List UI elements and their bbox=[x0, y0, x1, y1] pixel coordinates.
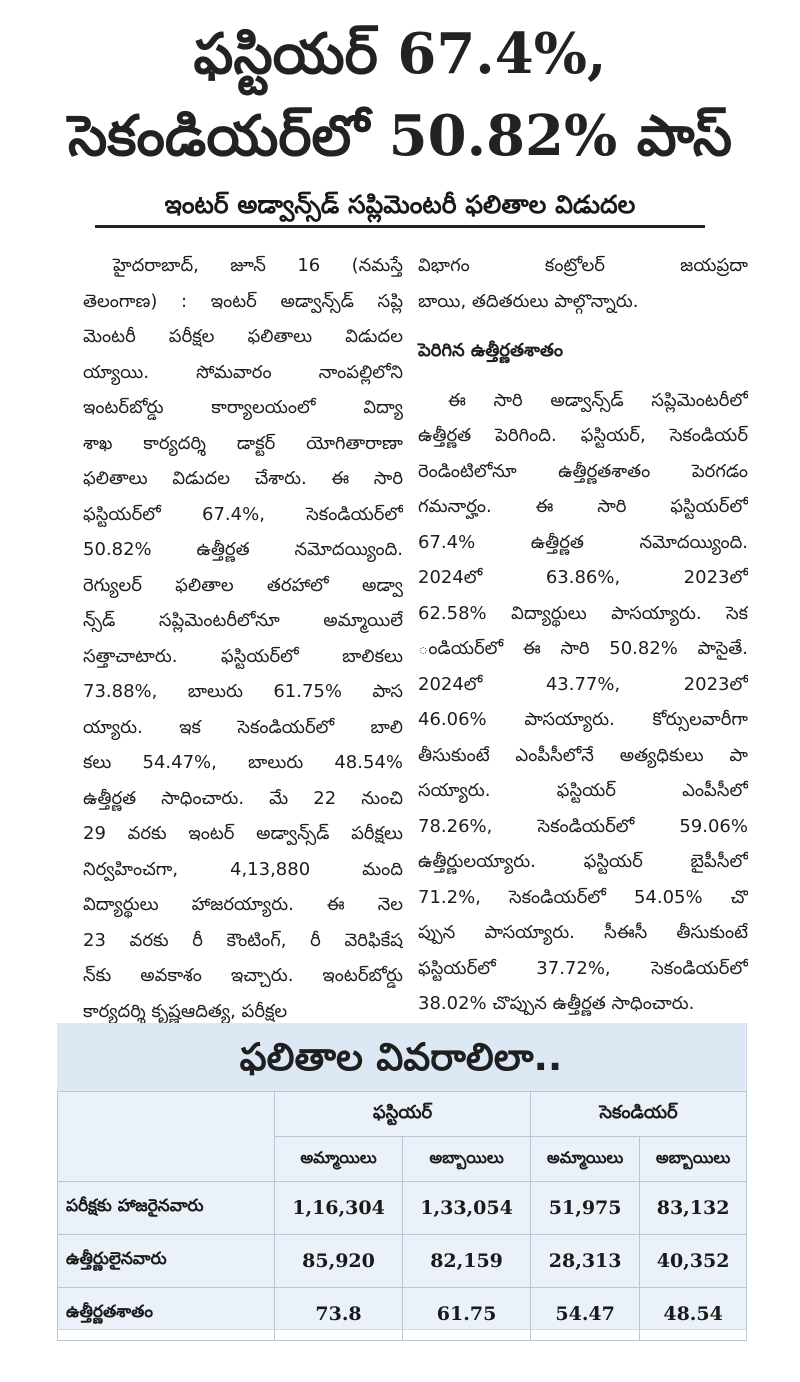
row-label: పరీక్షకు హాజరైనవారు bbox=[58, 1182, 275, 1235]
article-right-column bbox=[418, 248, 748, 1022]
table-cell: 73.8 bbox=[275, 1288, 403, 1341]
header-second-year: సెకండియర్ bbox=[531, 1092, 747, 1137]
article-line: 62.58% విద్యార్థులు పాసయ్యారు. సెక bbox=[418, 602, 748, 624]
article-line: ండియర్‌లో ఈ సారి 50.82% పాసైతే. bbox=[418, 638, 748, 659]
article-line: ఫస్టియర్‌లో 37.72%, సెకండియర్‌లో bbox=[418, 957, 748, 979]
article-line: ఇంటర్‌బోర్డు కార్యాలయంలో విద్యా bbox=[83, 397, 403, 418]
article-line: హైదరాబాద్, జూన్ 16 (నమస్తే bbox=[113, 255, 403, 276]
article-line: సత్తాచాటారు. ఫస్టియర్‌లో బాలికలు bbox=[83, 645, 403, 667]
article-line: విభాగం కంట్రోలర్ జయప్రదా bbox=[418, 255, 748, 276]
article-line: 46.06% పాసయ్యారు. కోర్సులవారీగా bbox=[418, 709, 748, 730]
article-line: న్‌కు అవకాశం ఇచ్చారు. ఇంటర్‌బోర్డు bbox=[83, 965, 403, 986]
article-line: తీసుకుంటే ఎంపీసీలోనే అత్యధికులు పా bbox=[418, 744, 748, 766]
article-line: బాయి, తదితరులు పాల్గొన్నారు. bbox=[418, 290, 639, 312]
subheadline: ఇంటర్ అడ్వాన్స్‌డ్ సప్లిమెంటరీ ఫలితాల విడుదల bbox=[95, 185, 705, 228]
article-line: 67.4% ఉత్తీర్ణత నమోదయ్యింది. bbox=[418, 531, 748, 553]
article-line: రెగ్యులర్ ఫలితాల తరహాలో అడ్వా bbox=[83, 574, 403, 596]
article-line: న్స్‌డ్ సప్లిమెంటరీలోనూ అమ్మాయిలే bbox=[83, 610, 403, 631]
article-line: 73.88%, బాలురు 61.75% పాస bbox=[83, 681, 403, 702]
article-line: శాఖ కార్యదర్శి డాక్టర్ యోగితారాణా bbox=[83, 432, 403, 454]
article-line: ఫలితాలు విడుదల చేశారు. ఈ సారి bbox=[83, 468, 403, 489]
article-line: 2024లో 43.77%, 2023లో bbox=[418, 673, 748, 695]
header-girls-second: అమ్మాయిలు bbox=[531, 1137, 640, 1182]
table-cell: 82,159 bbox=[403, 1235, 531, 1288]
article-line: గమనార్హం. ఈ సారి ఫస్టియర్‌లో bbox=[418, 496, 748, 517]
header-boys-second: అబ్బాయిలు bbox=[640, 1137, 747, 1182]
results-title: ఫలితాల వివరాలిలా.. bbox=[57, 1023, 745, 1091]
table-row bbox=[58, 1288, 747, 1341]
article-line: విద్యార్థులు హాజరయ్యారు. ఈ నెల bbox=[83, 894, 403, 915]
article-line: 29 వరకు ఇంటర్ అడ్వాన్స్‌డ్ పరీక్షలు bbox=[83, 823, 403, 844]
table-cell: 40,352 bbox=[640, 1235, 747, 1288]
results-table bbox=[57, 1091, 747, 1341]
row-label: ఉత్తీర్ణులైనవారు bbox=[58, 1235, 275, 1288]
article-line: నిర్వహించగా, 4,13,880 మంది bbox=[83, 858, 403, 880]
article-line: 2024లో 63.86%, 2023లో bbox=[418, 567, 748, 588]
headline-line-2: సెకండియర్‌లో 50.82% పాస్ bbox=[67, 103, 733, 169]
header-girls-first: అమ్మాయిలు bbox=[275, 1137, 403, 1182]
table-cell: 1,33,054 bbox=[403, 1182, 531, 1235]
section-heading: పెరిగిన ఉత్తీర్ణతశాతం bbox=[418, 340, 563, 361]
headline-line-1: ఫస్టియర్ 67.4%, bbox=[193, 21, 607, 87]
article-line: ఉత్తీర్ణులయ్యారు. ఫస్టియర్ బైపీసీలో bbox=[418, 851, 748, 872]
header-first-year: ఫస్టియర్ bbox=[275, 1092, 531, 1137]
article-line: 38.02% చొప్పున ఉత్తీర్ణత సాధించారు. bbox=[418, 993, 695, 1014]
article-line: య్యారు. ఇక సెకండియర్‌లో బాలి bbox=[83, 716, 403, 738]
article-line: 23 వరకు రీ కౌంటింగ్, రీ వెరిఫికేష bbox=[83, 929, 403, 951]
header-empty-cell bbox=[58, 1092, 275, 1182]
article-line: మెంటరీ పరీక్షల ఫలితాలు విడుదల bbox=[83, 326, 403, 347]
table-row bbox=[58, 1235, 747, 1288]
article-line: కలు 54.47%, బాలురు 48.54% bbox=[83, 752, 403, 773]
table-cell: 51,975 bbox=[531, 1182, 640, 1235]
table-cell: 61.75 bbox=[403, 1288, 531, 1341]
table-cell: 85,920 bbox=[275, 1235, 403, 1288]
table-cell: 54.47 bbox=[531, 1288, 640, 1341]
table-cell: 48.54 bbox=[640, 1288, 747, 1341]
article-line: 50.82% ఉత్తీర్ణత నమోదయ్యింది. bbox=[83, 539, 403, 560]
table-cell: 1,16,304 bbox=[275, 1182, 403, 1235]
article-line: 78.26%, సెకండియర్‌లో 59.06% bbox=[418, 815, 748, 837]
article-line: య్యాయి. సోమవారం నాంపల్లిలోని bbox=[83, 361, 403, 383]
article-line: ఉత్తీర్ణత పెరిగింది. ఫస్టియర్, సెకండియర్ bbox=[418, 425, 748, 446]
article-line: ప్పున పాసయ్యారు. సీఈసీ తీసుకుంటే bbox=[418, 922, 748, 943]
article-line: తెలంగాణ) : ఇంటర్ అడ్వాన్స్‌డ్ సప్లి bbox=[83, 290, 403, 312]
table-row bbox=[58, 1182, 747, 1235]
article-line: సయ్యారు. ఫస్టియర్ ఎంపీసీలో bbox=[418, 780, 748, 801]
article-line: కార్యదర్శి కృష్ణఆదిత్య, పరీక్షల bbox=[83, 1000, 288, 1022]
article-line: ఈ సారి అడ్వాన్స్‌డ్ సప్లిమెంటరీలో bbox=[448, 389, 748, 411]
article-line: 71.2%, సెకండియర్‌లో 54.05% చొ bbox=[418, 886, 748, 908]
table-cell: 28,313 bbox=[531, 1235, 640, 1288]
article-line: ఫస్టియర్‌లో 67.4%, సెకండియర్‌లో bbox=[83, 503, 403, 525]
article-left-column bbox=[83, 248, 403, 1029]
header-boys-first: అబ్బాయిలు bbox=[403, 1137, 531, 1182]
article-line: రెండింటిలోనూ ఉత్తీర్ణతశాతం పెరగడం bbox=[418, 460, 748, 482]
article-line: ఉత్తీర్ణత సాధించారు. మే 22 నుంచి bbox=[83, 787, 403, 809]
table-cell: 83,132 bbox=[640, 1182, 747, 1235]
row-label: ఉత్తీర్ణతశాతం bbox=[58, 1288, 275, 1341]
